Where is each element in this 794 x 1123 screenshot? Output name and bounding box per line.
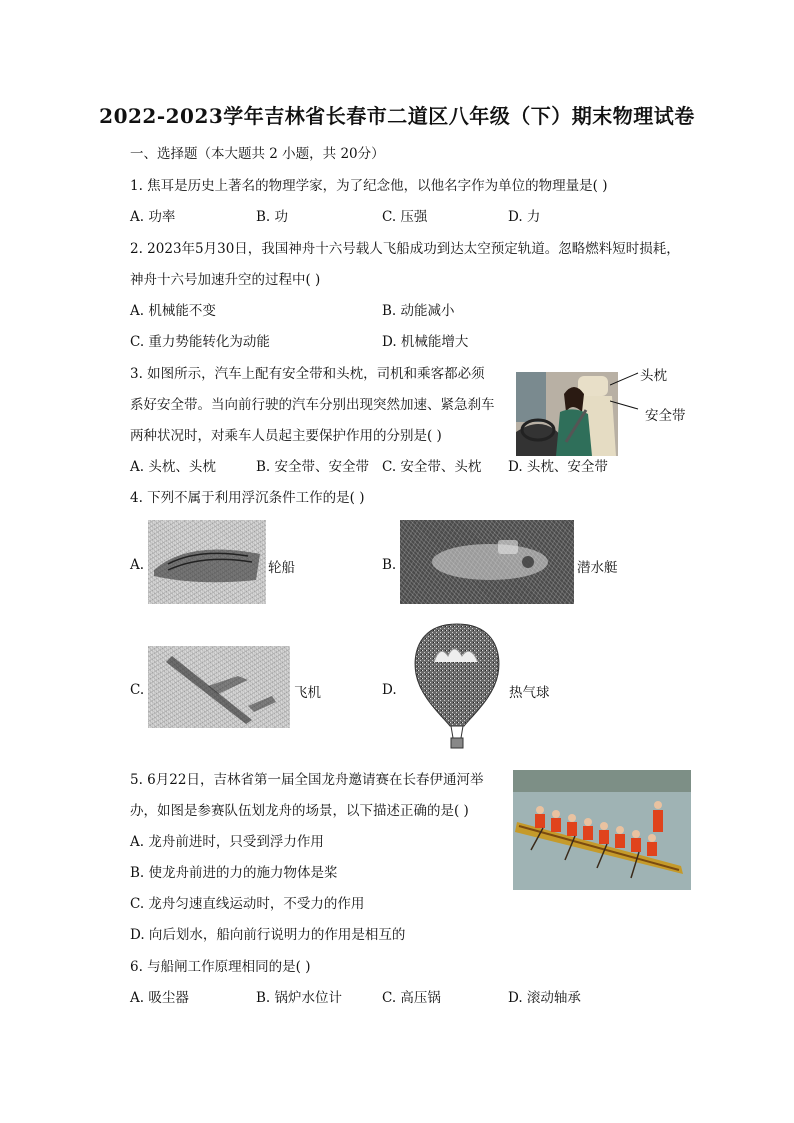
q5-option-c[interactable]: C. 龙舟匀速直线运动时，不受力的作用 bbox=[130, 896, 365, 912]
q5-stem-line2: 办，如图是参赛队伍划龙舟的场景，以下描述正确的是( ) bbox=[130, 803, 469, 819]
q4-label-ship: 轮船 bbox=[268, 560, 295, 576]
q5-option-b[interactable]: B. 使龙舟前进的力的施力物体是桨 bbox=[130, 865, 338, 881]
label-seatbelt: 安全带 bbox=[645, 408, 686, 424]
q2-option-b[interactable]: B. 动能减小 bbox=[382, 303, 455, 319]
label-headrest: 头枕 bbox=[640, 368, 667, 384]
q2-stem-line2: 神舟十六号加速升空的过程中( ) bbox=[130, 272, 321, 288]
q2-option-d[interactable]: D. 机械能增大 bbox=[382, 334, 469, 350]
q6-option-a[interactable]: A. 吸尘器 bbox=[130, 990, 189, 1006]
q1-option-a[interactable]: A. 功率 bbox=[130, 209, 176, 225]
q6-stem: 6. 与船闸工作原理相同的是( ) bbox=[130, 959, 311, 975]
ship-photo bbox=[148, 520, 266, 604]
dragon-boat-photo bbox=[513, 770, 691, 890]
q3-stem-line2: 系好安全带。当向前行驶的汽车分别出现突然加速、紧急刹车 bbox=[130, 397, 495, 413]
q5-option-a[interactable]: A. 龙舟前进时，只受到浮力作用 bbox=[130, 834, 324, 850]
car-seatbelt-photo bbox=[516, 372, 618, 456]
q4-label-airplane: 飞机 bbox=[294, 685, 321, 701]
q4-stem: 4. 下列不属于利用浮沉条件工作的是( ) bbox=[130, 490, 365, 506]
q5-stem-line1: 5. 6月22日，吉林省第一届全国龙舟邀请赛在长春伊通河举 bbox=[130, 772, 484, 788]
ship-illustration bbox=[148, 520, 266, 604]
q6-option-c[interactable]: C. 高压锅 bbox=[382, 990, 441, 1006]
q4-label-submarine: 潜水艇 bbox=[577, 560, 618, 576]
q1-option-b[interactable]: B. 功 bbox=[256, 209, 289, 225]
airplane-photo bbox=[148, 646, 290, 728]
q4-option-d[interactable]: D. bbox=[382, 682, 397, 698]
q4-label-balloon: 热气球 bbox=[509, 685, 550, 701]
q3-option-d[interactable]: D. 头枕、安全带 bbox=[508, 459, 608, 475]
airplane-illustration bbox=[148, 646, 290, 728]
q2-stem-line1: 2. 2023年5月30日，我国神舟十六号载人飞船成功到达太空预定轨道。忽略燃料短时损耗， bbox=[130, 241, 680, 257]
q3-option-b[interactable]: B. 安全带、安全带 bbox=[256, 459, 370, 475]
hot-air-balloon-photo bbox=[410, 622, 504, 750]
q4-option-a[interactable]: A. bbox=[130, 557, 145, 573]
section-heading: 一、选择题（本大题共 2 小题，共 20分） bbox=[130, 146, 385, 162]
q2-option-a[interactable]: A. 机械能不变 bbox=[130, 303, 216, 319]
q6-option-d[interactable]: D. 滚动轴承 bbox=[508, 990, 581, 1006]
q3-stem-line3: 两种状况时，对乘车人员起主要保护作用的分别是( ) bbox=[130, 428, 442, 444]
q4-option-c[interactable]: C. bbox=[130, 682, 145, 698]
q3-option-a[interactable]: A. 头枕、头枕 bbox=[130, 459, 216, 475]
submarine-photo bbox=[400, 520, 574, 604]
exam-title: 2022-2023学年吉林省长春市二道区八年级（下）期末物理试卷 bbox=[99, 104, 695, 128]
submarine-illustration bbox=[400, 520, 574, 604]
q5-option-d[interactable]: D. 向后划水，船向前行说明力的作用是相互的 bbox=[130, 927, 406, 943]
dragon-boat-illustration bbox=[513, 770, 691, 890]
q6-option-b[interactable]: B. 锅炉水位计 bbox=[256, 990, 343, 1006]
car-interior-illustration bbox=[516, 372, 618, 456]
q1-option-c[interactable]: C. 压强 bbox=[382, 209, 428, 225]
q4-option-b[interactable]: B. bbox=[382, 557, 397, 573]
q1-option-d[interactable]: D. 力 bbox=[508, 209, 541, 225]
q3-option-c[interactable]: C. 安全带、头枕 bbox=[382, 459, 482, 475]
hot-air-balloon-illustration bbox=[410, 622, 504, 750]
q1-stem: 1. 焦耳是历史上著名的物理学家，为了纪念他，以他名字作为单位的物理量是( ) bbox=[130, 178, 608, 194]
q2-option-c[interactable]: C. 重力势能转化为动能 bbox=[130, 334, 270, 350]
q3-stem-line1: 3. 如图所示，汽车上配有安全带和头枕，司机和乘客都必须 bbox=[130, 366, 485, 382]
